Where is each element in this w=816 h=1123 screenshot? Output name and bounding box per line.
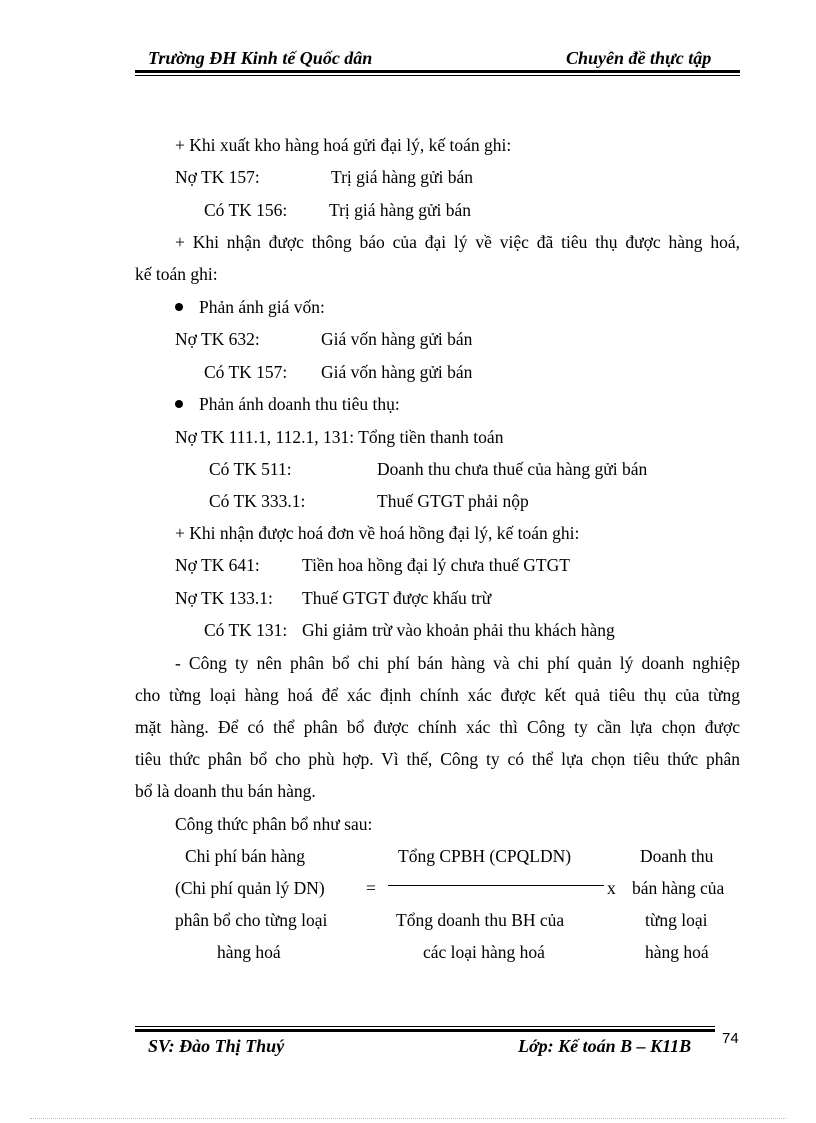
text-line: Có TK 511: bbox=[209, 459, 292, 479]
text-line: Nợ TK 632: bbox=[175, 329, 260, 349]
formula-numerator: Tổng CPBH (CPQLDN) bbox=[398, 846, 572, 866]
header-school: Trường ĐH Kinh tế Quốc dân bbox=[148, 48, 373, 68]
formula-denominator-1: Tổng doanh thu BH của bbox=[396, 910, 565, 930]
formula-times: x bbox=[607, 878, 616, 898]
formula-denominator-2: các loại hàng hoá bbox=[423, 942, 545, 962]
text-line: kế toán ghi: bbox=[135, 264, 218, 284]
formula-equals: = bbox=[366, 878, 376, 898]
text-line: Ghi giảm trừ vào khoản phải thu khách hàng bbox=[302, 620, 615, 640]
text-line: Giá vốn hàng gửi bán bbox=[321, 329, 473, 349]
text-line: + Khi xuất kho hàng hoá gửi đại lý, kế toán ghi: bbox=[175, 135, 512, 155]
bullet-icon bbox=[175, 303, 183, 311]
paragraph-line: tiêu thức phân bổ cho phù hợp. Vì thế, Công ty có thể lựa chọn tiêu thức phân bbox=[135, 749, 740, 769]
text-line: + Khi nhận được hoá đơn về hoá hồng đại lý, kế toán ghi: bbox=[175, 523, 580, 543]
formula-left-3: phân bổ cho từng loại bbox=[175, 910, 328, 930]
footer-student: SV: Đào Thị Thuý bbox=[148, 1036, 285, 1056]
text-line: Phản ánh doanh thu tiêu thụ: bbox=[199, 394, 400, 414]
formula-right-2: bán hàng của bbox=[632, 878, 725, 898]
text-line: Phản ánh giá vốn: bbox=[199, 297, 325, 317]
text-line: Có TK 157: bbox=[204, 362, 288, 382]
text-line: + Khi nhận được thông báo của đại lý về việc đã tiêu thụ được hàng hoá, bbox=[175, 232, 740, 252]
text-line: Nợ TK 133.1: bbox=[175, 588, 273, 608]
page-edge-divider bbox=[30, 1118, 786, 1119]
formula-left-4: hàng hoá bbox=[217, 942, 281, 962]
formula-right-4: hàng hoá bbox=[645, 942, 709, 962]
formula-right-1: Doanh thu bbox=[640, 846, 714, 866]
formula-left-1: Chi phí bán hàng bbox=[185, 846, 306, 866]
paragraph-line: mặt hàng. Để có thể phân bổ được chính xác thì Công ty cần lựa chọn được bbox=[135, 717, 740, 737]
text-line: Nợ TK 157: bbox=[175, 167, 260, 187]
paragraph-line: - Công ty nên phân bổ chi phí bán hàng và chi phí quản lý doanh nghiệp bbox=[175, 653, 740, 673]
footer-rule-thin bbox=[135, 1026, 715, 1027]
text-line: Trị giá hàng gửi bán bbox=[331, 167, 474, 187]
text-line: Nợ TK 111.1, 112.1, 131: Tổng tiền thanh toán bbox=[175, 427, 504, 447]
text-line: Có TK 333.1: bbox=[209, 491, 306, 511]
header-rule-thick bbox=[135, 70, 740, 73]
text-line: Trị giá hàng gửi bán bbox=[329, 200, 472, 220]
formula-right-3: từng loại bbox=[645, 910, 708, 930]
formula-left-2: (Chi phí quản lý DN) bbox=[175, 878, 325, 898]
footer-rule-thick bbox=[135, 1029, 715, 1032]
footer-class: Lớp: Kế toán B – K11B bbox=[518, 1036, 692, 1056]
text-line: Giá vốn hàng gửi bán bbox=[321, 362, 473, 382]
text-line: Thuế GTGT được khấu trừ bbox=[302, 588, 492, 608]
text-line: Có TK 156: bbox=[204, 200, 288, 220]
header-title: Chuyên đề thực tập bbox=[566, 48, 712, 68]
paragraph-line: cho từng loại hàng hoá để xác định chính xác được kết quả tiêu thụ của từng bbox=[135, 685, 740, 705]
fraction-bar bbox=[388, 885, 604, 886]
bullet-icon bbox=[175, 400, 183, 408]
text-line: Thuế GTGT phải nộp bbox=[377, 491, 529, 511]
text-line: Doanh thu chưa thuế của hàng gửi bán bbox=[377, 459, 648, 479]
header-rule-thin bbox=[135, 75, 740, 76]
text-line: Nợ TK 641: bbox=[175, 555, 260, 575]
paragraph-line: bổ là doanh thu bán hàng. bbox=[135, 781, 316, 801]
text-line: Có TK 131: bbox=[204, 620, 288, 640]
formula-intro: Công thức phân bổ như sau: bbox=[175, 814, 373, 834]
text-line: Tiền hoa hồng đại lý chưa thuế GTGT bbox=[302, 555, 570, 575]
page-number: 74 bbox=[722, 1030, 739, 1047]
